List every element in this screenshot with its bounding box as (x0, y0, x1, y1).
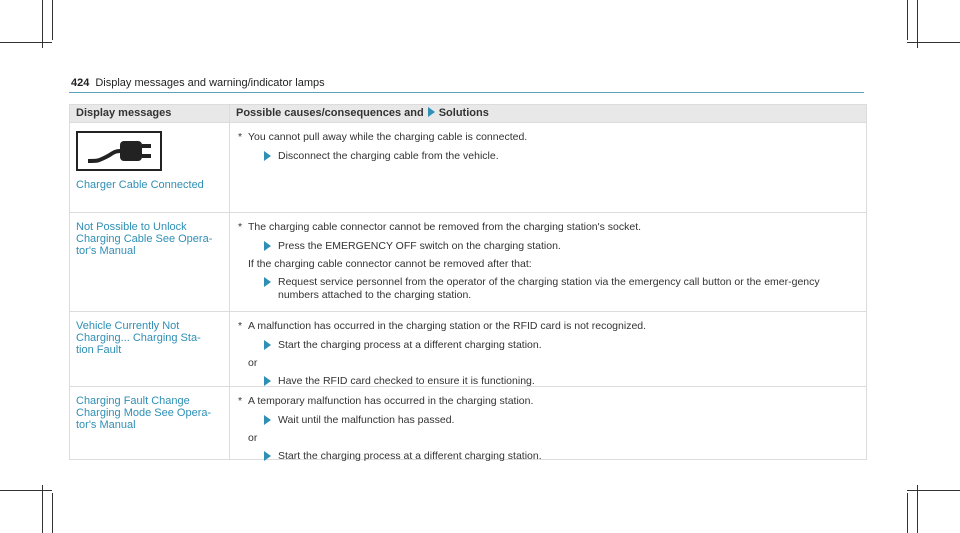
table-row (70, 213, 866, 312)
arrow-icon (264, 277, 271, 287)
crop-mark (0, 490, 52, 491)
crop-mark (907, 42, 960, 43)
message-label: Not Possible to Unlock Charging Cable See Opera- tor's Manual (70, 213, 230, 311)
crop-mark (52, 0, 53, 40)
crop-mark (917, 485, 918, 533)
arrow-icon (428, 107, 435, 117)
table-row (70, 123, 866, 213)
arrow-icon (264, 340, 271, 350)
crop-mark (907, 0, 908, 40)
cause-text: * The charging cable connector cannot be removed from the charging station's socket. (238, 221, 642, 233)
message-label: Charging Fault Change Charging Mode See Opera- tor's Manual (70, 387, 230, 459)
running-header (71, 77, 325, 89)
solution-step: Request service personnel from the operator of the charging station via the emergency call button or the emer-gency numbers attached to the charging station. (236, 276, 866, 302)
arrow-icon (264, 241, 271, 251)
solution-step: Have the RFID card checked to ensure it is functioning. (236, 375, 866, 388)
arrow-icon (264, 151, 271, 161)
crop-mark (52, 493, 53, 533)
table-row (70, 312, 866, 387)
col-heading-causes: Possible causes/consequences and Solutions (236, 107, 489, 119)
crop-mark (42, 485, 43, 533)
crop-mark (907, 490, 960, 491)
message-label: Charger Cable Connected (76, 179, 204, 191)
table-header (70, 105, 866, 123)
display-messages-table (69, 104, 867, 460)
charging-plug-icon (76, 131, 162, 171)
cause-text: * You cannot pull away while the charging cable is connected. (238, 131, 528, 143)
or-text: or (248, 432, 258, 444)
table-row (70, 387, 866, 462)
col-heading-messages: Display messages (70, 105, 230, 122)
or-text: or (248, 357, 258, 369)
header-rule (69, 92, 864, 93)
cause-text: * A malfunction has occurred in the charging station or the RFID card is not recognized. (238, 320, 647, 332)
crop-mark (917, 0, 918, 48)
solution-step: Start the charging process at a different charging station. (236, 450, 866, 463)
solution-step: Wait until the malfunction has passed. (236, 414, 866, 427)
arrow-icon (264, 451, 271, 461)
solution-step: Disconnect the charging cable from the vehicle. (236, 150, 866, 163)
crop-mark (907, 493, 908, 533)
page-number: 424 (71, 77, 90, 89)
arrow-icon (264, 376, 271, 386)
crop-mark (42, 0, 43, 48)
crop-mark (0, 42, 52, 43)
note-text: If the charging cable connector cannot be removed after that: (248, 258, 532, 270)
message-label: Vehicle Currently Not Charging... Charging Sta- tion Fault (70, 312, 230, 386)
page-title: Display messages and warning/indicator lamps (95, 77, 325, 89)
cause-text: * A temporary malfunction has occurred in the charging station. (238, 395, 534, 407)
arrow-icon (264, 415, 271, 425)
solution-step: Start the charging process at a different charging station. (236, 339, 866, 352)
solution-step: Press the EMERGENCY OFF switch on the charging station. (236, 240, 866, 253)
